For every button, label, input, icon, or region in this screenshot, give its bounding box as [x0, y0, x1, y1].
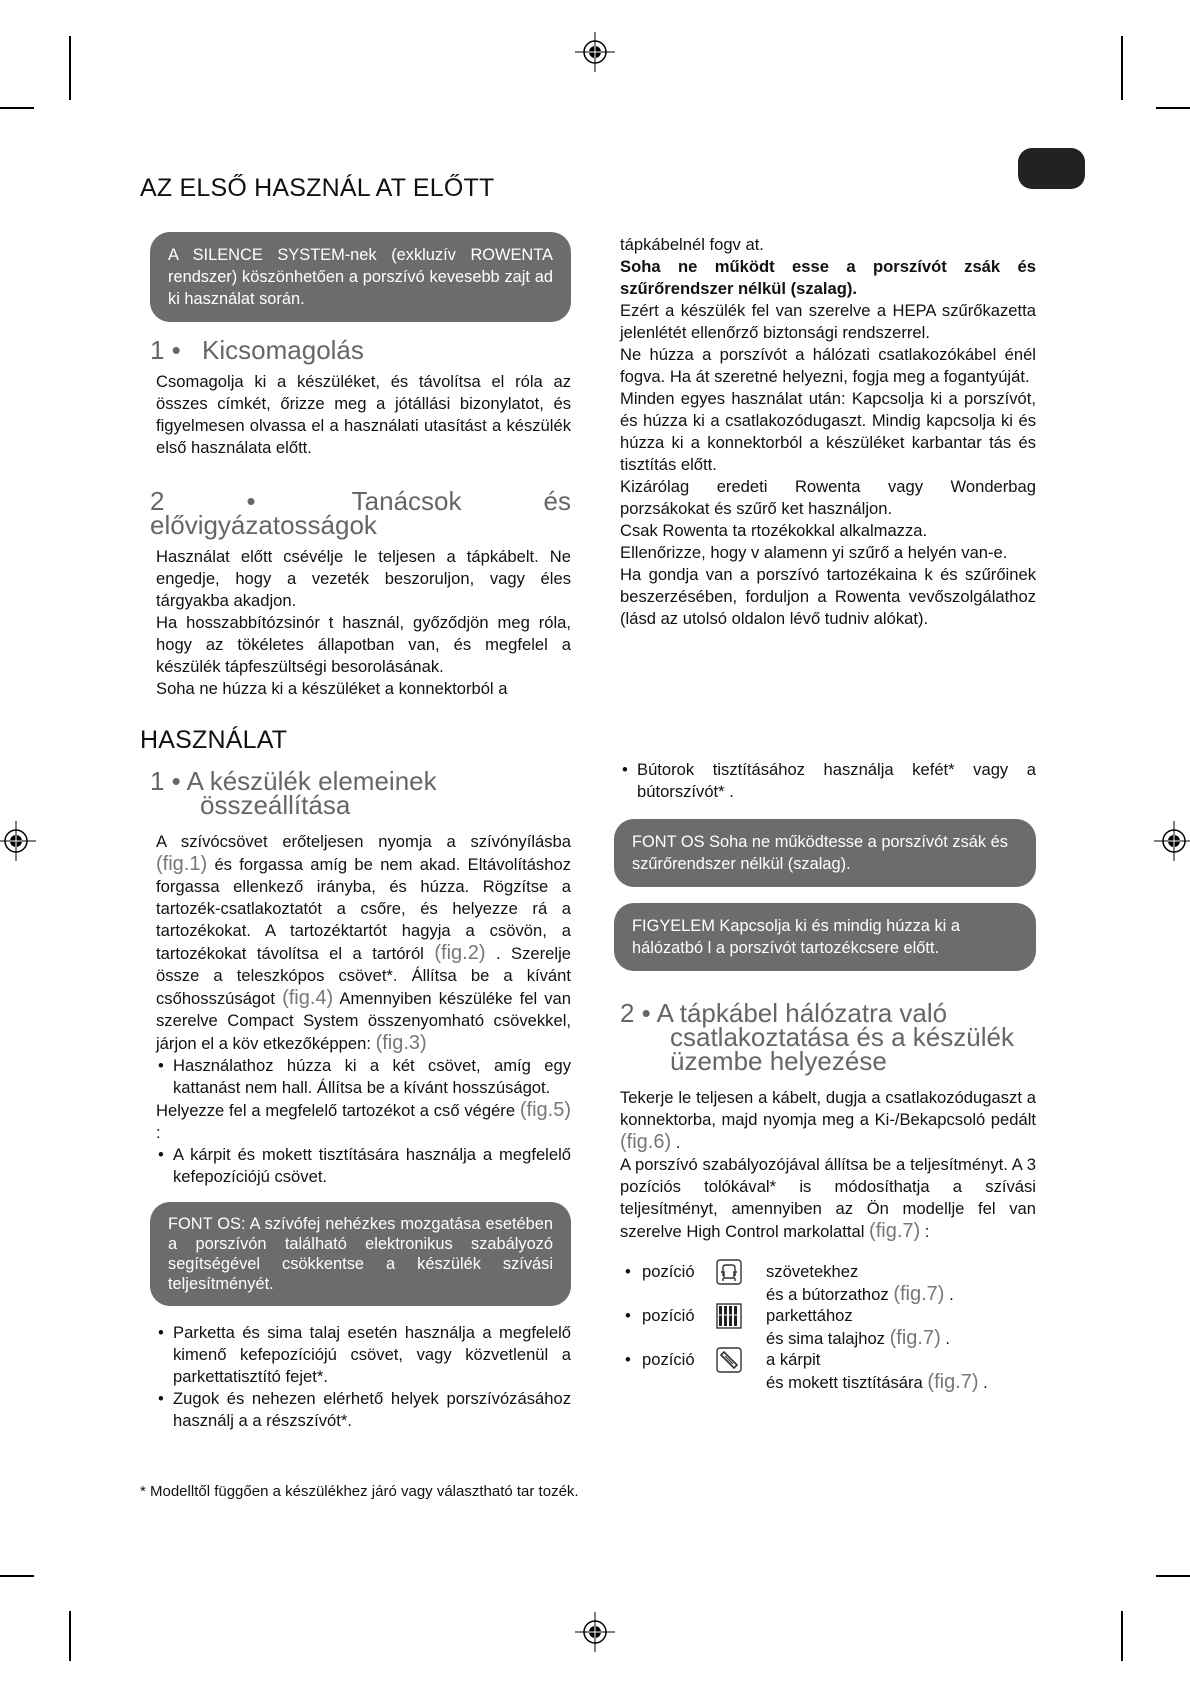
section-title: A tápkábel hálózatra való — [656, 998, 948, 1028]
crop-mark — [69, 36, 71, 100]
figure-reference: (fig.4) — [282, 987, 334, 1009]
precaution-paragraph: Ha gondja van a porszívó tartozékaina k és szűrőinek beszerzésében, forduljon a Rowenta vevőszolgálathoz (lásd az utolsó oldalon lévő tudniv alókat). — [620, 565, 1036, 628]
figure-reference: (fig.1) — [156, 853, 208, 875]
bullet-list — [150, 1322, 571, 1432]
figure-reference: (fig.5) — [519, 1099, 571, 1121]
registration-mark-icon — [575, 32, 615, 72]
section-title-line3: üzembe helyezése — [670, 1046, 887, 1076]
position-item: • pozíció parkettához és sima talajhoz (fig.7) . — [620, 1305, 1036, 1349]
section-title-line2: összeállítása — [200, 790, 351, 820]
unpacking-text: Csomagolja ki a készüléket, és távolítsa el róla az összes címkét, őrizze meg a jótállási bizonylatot, és figyelmesen olvassa el a használati utasítást a készülék első használata előtt. — [156, 372, 571, 457]
position-item: • pozíció szövetekhez és a bútorzathoz (fig.7) . — [620, 1261, 1036, 1305]
section-title: A készülék elemeinek — [186, 766, 437, 796]
left-column-top — [150, 232, 571, 700]
position-item: • pozíció a kárpit és mokett tisztítására (fig.7) . — [620, 1349, 1036, 1393]
language-tab — [1018, 148, 1085, 189]
precaution-paragraph: Soha ne húzza ki a készüléket a konnektorból a — [156, 679, 508, 698]
list-item: • A kárpit és mokett tisztítására használja a megfelelő kefepozíciójú csövet. — [156, 1144, 571, 1188]
position-description: a kárpit és mokett tisztítására (fig.7) . — [766, 1350, 988, 1393]
crop-mark — [1156, 107, 1190, 109]
section-title-line2: csatlakoztatása és a készülék — [670, 1022, 1014, 1052]
list-item: • Parketta és sima talaj esetén használja a megfelelő kimenő kefepozíciójú csövet, vagy közvetlenül a parkettatisztító fejet*. — [156, 1322, 571, 1388]
precaution-paragraph: Csak Rowenta ta rtozékokkal alkalmazza. — [620, 521, 928, 540]
figure-reference: (fig.7) — [893, 1283, 945, 1305]
section-heading-precautions — [150, 486, 571, 540]
usage-title: HASZNÁLAT — [140, 726, 288, 754]
footnote: * Modelltől függően a készülékhez járó vagy választható tar tozék. — [140, 1483, 579, 1500]
position-description: parkettához és sima talajhoz (fig.7) . — [766, 1306, 950, 1349]
section-heading-unpacking — [150, 335, 571, 365]
power-paragraph: Tekerje le teljesen a kábelt, dugja a csatlakozódugaszt a konnektorba, majd nyomja meg a Ki-/Bekapcsoló pedált (fig.6) . — [620, 1088, 1036, 1153]
armchair-icon — [716, 1259, 742, 1285]
section-title: Tanácsok és elővigyázatosságok — [150, 486, 571, 540]
precaution-paragraph: Ha hosszabbítózsinór t használ, győződjön meg róla, hogy az tökéletes állapotban van, és megfelel a készülék tápfeszültségi besorolásának. — [156, 613, 571, 676]
section-number: 2 • — [150, 486, 256, 516]
figure-reference: (fig.2) — [434, 942, 486, 964]
silence-system-box: A SILENCE SYSTEM-nek (exkluzív ROWENTA rendszer) köszönhetően a porszívó kevesebb zajt ad ki használat során. — [150, 232, 571, 322]
crop-mark — [1121, 1611, 1123, 1661]
crop-mark — [0, 107, 34, 109]
crop-mark — [69, 1611, 71, 1661]
section-title: Kicsomagolás — [202, 335, 364, 365]
position-label: pozíció — [642, 1350, 695, 1369]
list-item: • Használathoz húzza ki a két csövet, amíg egy kattanást nem hall. Állítsa be a kívánt hosszúságot. — [156, 1055, 571, 1099]
carpet-icon — [716, 1347, 742, 1373]
section-number: 2 • — [620, 998, 651, 1028]
list-item: • Bútorok tisztításához használja kefét* vagy a bútorszívót* . — [620, 759, 1036, 803]
registration-mark-icon — [0, 821, 36, 861]
crop-mark — [0, 1575, 34, 1577]
precaution-paragraph: Használat előtt csévélje le teljesen a tápkábelt. Ne engedje, hogy a vezeték beszoruljon, vagy éles tárgyakba akadjon. — [156, 547, 571, 610]
precaution-paragraph: Ellenőrizze, hogy v alamenn yi szűrő a helyén van-e. — [620, 543, 1008, 562]
important-box: FONT OS: A szívófej nehézkes mozgatása esetében a porszívón található elektronikus szabályozó segítségével csökkentse a készülék szívási teljesítményét. — [150, 1202, 571, 1306]
assembly-paragraph: A szívócsövet erőteljesen nyomja a szívónyílásba (fig.1) és forgassa amíg be nem akad. Eltávolításhoz forgassa ellenkező irányba, és húzza. Rögzítse a tartozék-csatlakoztatót a csőre, és helyezze rá a tartozékokat. A tartozéktartót hagyja a csövön, a tartozékokat távolítsa el a tartóról (fig.2) . Szerelje össze a teleszkópos csövet*. Állítsa be a kívánt csőhosszúságot (fig.4) Amennyiben készüléke fel van szerelve Compact System összenyomható csövekkel, járjon el a köv etkezőképpen: (fig.3) — [156, 832, 572, 1054]
precaution-paragraph: Kizárólag eredeti Rowenta vagy Wonderbag porzsákokat és szűrő ket használjon. — [620, 477, 1036, 518]
left-column-bottom — [150, 766, 572, 1432]
section-number: 1 • — [150, 766, 181, 796]
precaution-paragraph: Minden egyes használat után: Kapcsolja ki a porszívót, és húzza ki a csatlakozódugaszt. Mindig kapcsolja ki és húzza ki a konnektorból a készüléket karbantar tás és tisztítás előtt. — [620, 389, 1036, 474]
figure-reference: (fig.6) — [620, 1131, 672, 1153]
position-list — [620, 1261, 1036, 1393]
section-heading-assembly — [150, 766, 571, 820]
attention-box: FIGYELEM Kapcsolja ki és mindig húzza ki a hálózatbó l a porszívót tartozékcsere előtt. — [614, 903, 1036, 971]
section-number: 1 • — [150, 335, 181, 365]
bullet-list — [620, 759, 1036, 803]
right-column-top — [620, 234, 1036, 630]
power-paragraph: A porszívó szabályozójával állítsa be a teljesítményt. A 3 pozíciós tolókával* is módosíthatja a szívási teljesítményt, amennyiben az Ön modellje fel van szerelve High Control markolattal (fig.7) : — [620, 1155, 1036, 1242]
figure-reference: (fig.7) — [869, 1220, 921, 1242]
parquet-icon — [716, 1303, 742, 1329]
precaution-paragraph: Ezért a készülék fel van szerelve a HEPA szűrőkazetta jelenlétét ellenőrző biztonsági rendszerrel. — [620, 301, 1036, 342]
registration-mark-icon — [1154, 821, 1190, 861]
precaution-paragraph: Ne húzza a porszívót a hálózati csatlakozókábel énél fogva. Ha át szeretné helyezni, fogja meg a fogantyúját. — [620, 345, 1036, 386]
crop-mark — [1156, 1575, 1190, 1577]
list-item: • Zugok és nehezen elérhető helyek porszívózásához használj a a részszívót*. — [156, 1388, 571, 1432]
position-label: pozíció — [642, 1262, 695, 1281]
bullet-list — [156, 1144, 571, 1188]
figure-reference: (fig.7) — [889, 1327, 941, 1349]
bullet-list — [156, 1055, 571, 1099]
right-column-bottom — [620, 759, 1036, 1393]
page-title: AZ ELSŐ HASZNÁL AT ELŐTT — [140, 174, 495, 202]
precaution-paragraph: tápkábelnél fogv at. — [620, 235, 764, 254]
precaution-warning-bold: Soha ne működt esse a porszívót zsák és szűrőrendszer nélkül (szalag). — [620, 257, 1036, 298]
position-description: szövetekhez és a bútorzathoz (fig.7) . — [766, 1262, 954, 1305]
figure-reference: (fig.7) — [927, 1371, 979, 1393]
position-label: pozíció — [642, 1306, 695, 1325]
registration-mark-icon — [575, 1612, 615, 1652]
assembly-paragraph: Helyezze fel a megfelelő tartozékot a cső végére (fig.5) : — [156, 1099, 571, 1142]
important-box: FONT OS Soha ne működtesse a porszívót zsák és szűrőrendszer nélkül (szalag). — [614, 819, 1036, 887]
crop-mark — [1121, 36, 1123, 100]
figure-reference: (fig.3) — [375, 1032, 427, 1054]
section-heading-power-connection — [620, 998, 1036, 1076]
